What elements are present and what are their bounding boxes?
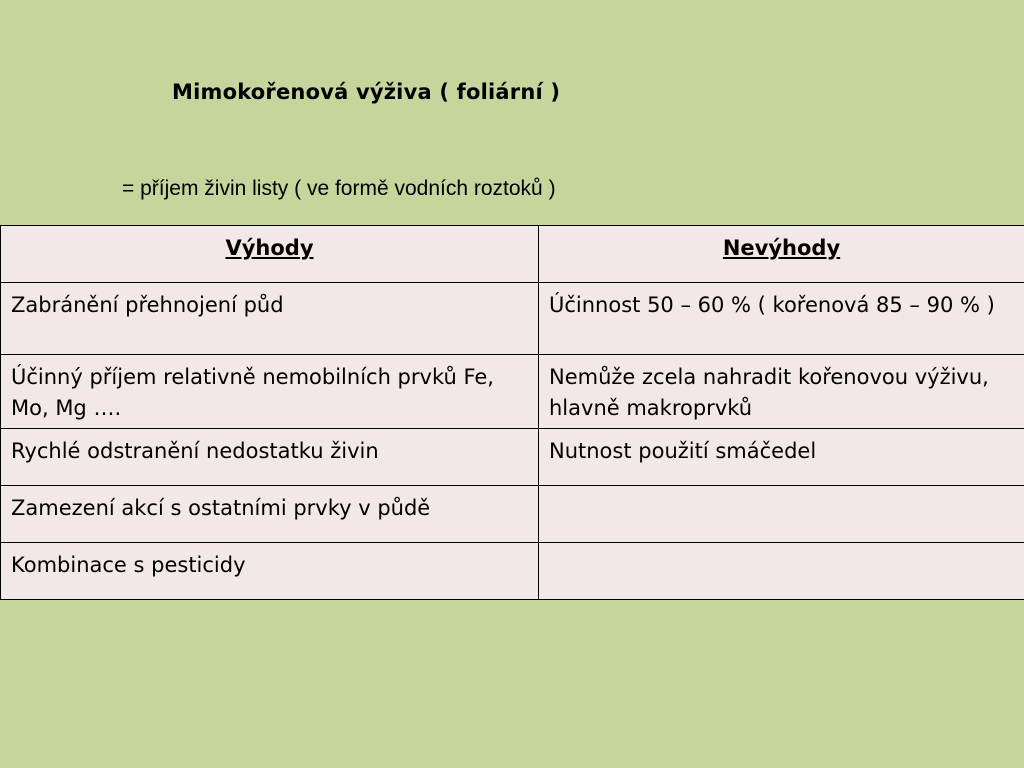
- advantage-cell: Rychlé odstranění nedostatku živin: [1, 429, 539, 486]
- disadvantage-cell: Nemůže zcela nahradit kořenovou výživu, hlavně makroprvků: [539, 355, 1024, 429]
- advantage-cell: Zamezení akcí s ostatními prvky v půdě: [1, 486, 539, 543]
- comparison-table: [0, 225, 1024, 600]
- table-row: [1, 283, 1024, 355]
- disadvantage-cell: Účinnost 50 – 60 % ( kořenová 85 – 90 % ): [539, 283, 1024, 355]
- table-header-row: [1, 226, 1024, 283]
- disadvantage-cell-empty: [539, 543, 1024, 600]
- advantage-cell: Účinný příjem relativně nemobilních prvků Fe, Mo, Mg ….: [1, 355, 539, 429]
- table-row: [1, 486, 1024, 543]
- header-disadvantages: Nevýhody: [539, 226, 1024, 283]
- header-advantages: Výhody: [1, 226, 539, 283]
- advantage-cell: Kombinace s pesticidy: [1, 543, 539, 600]
- disadvantage-cell: Nutnost použití smáčedel: [539, 429, 1024, 486]
- table-row: [1, 355, 1024, 429]
- table-row: [1, 429, 1024, 486]
- advantage-cell: Zabránění přehnojení půd: [1, 283, 539, 355]
- table-row: [1, 543, 1024, 600]
- disadvantage-cell-empty: [539, 486, 1024, 543]
- slide-subtitle: = příjem živin listy ( ve formě vodních roztoků ): [122, 177, 556, 200]
- slide-title: Mimokořenová výživa ( foliární ): [172, 80, 561, 104]
